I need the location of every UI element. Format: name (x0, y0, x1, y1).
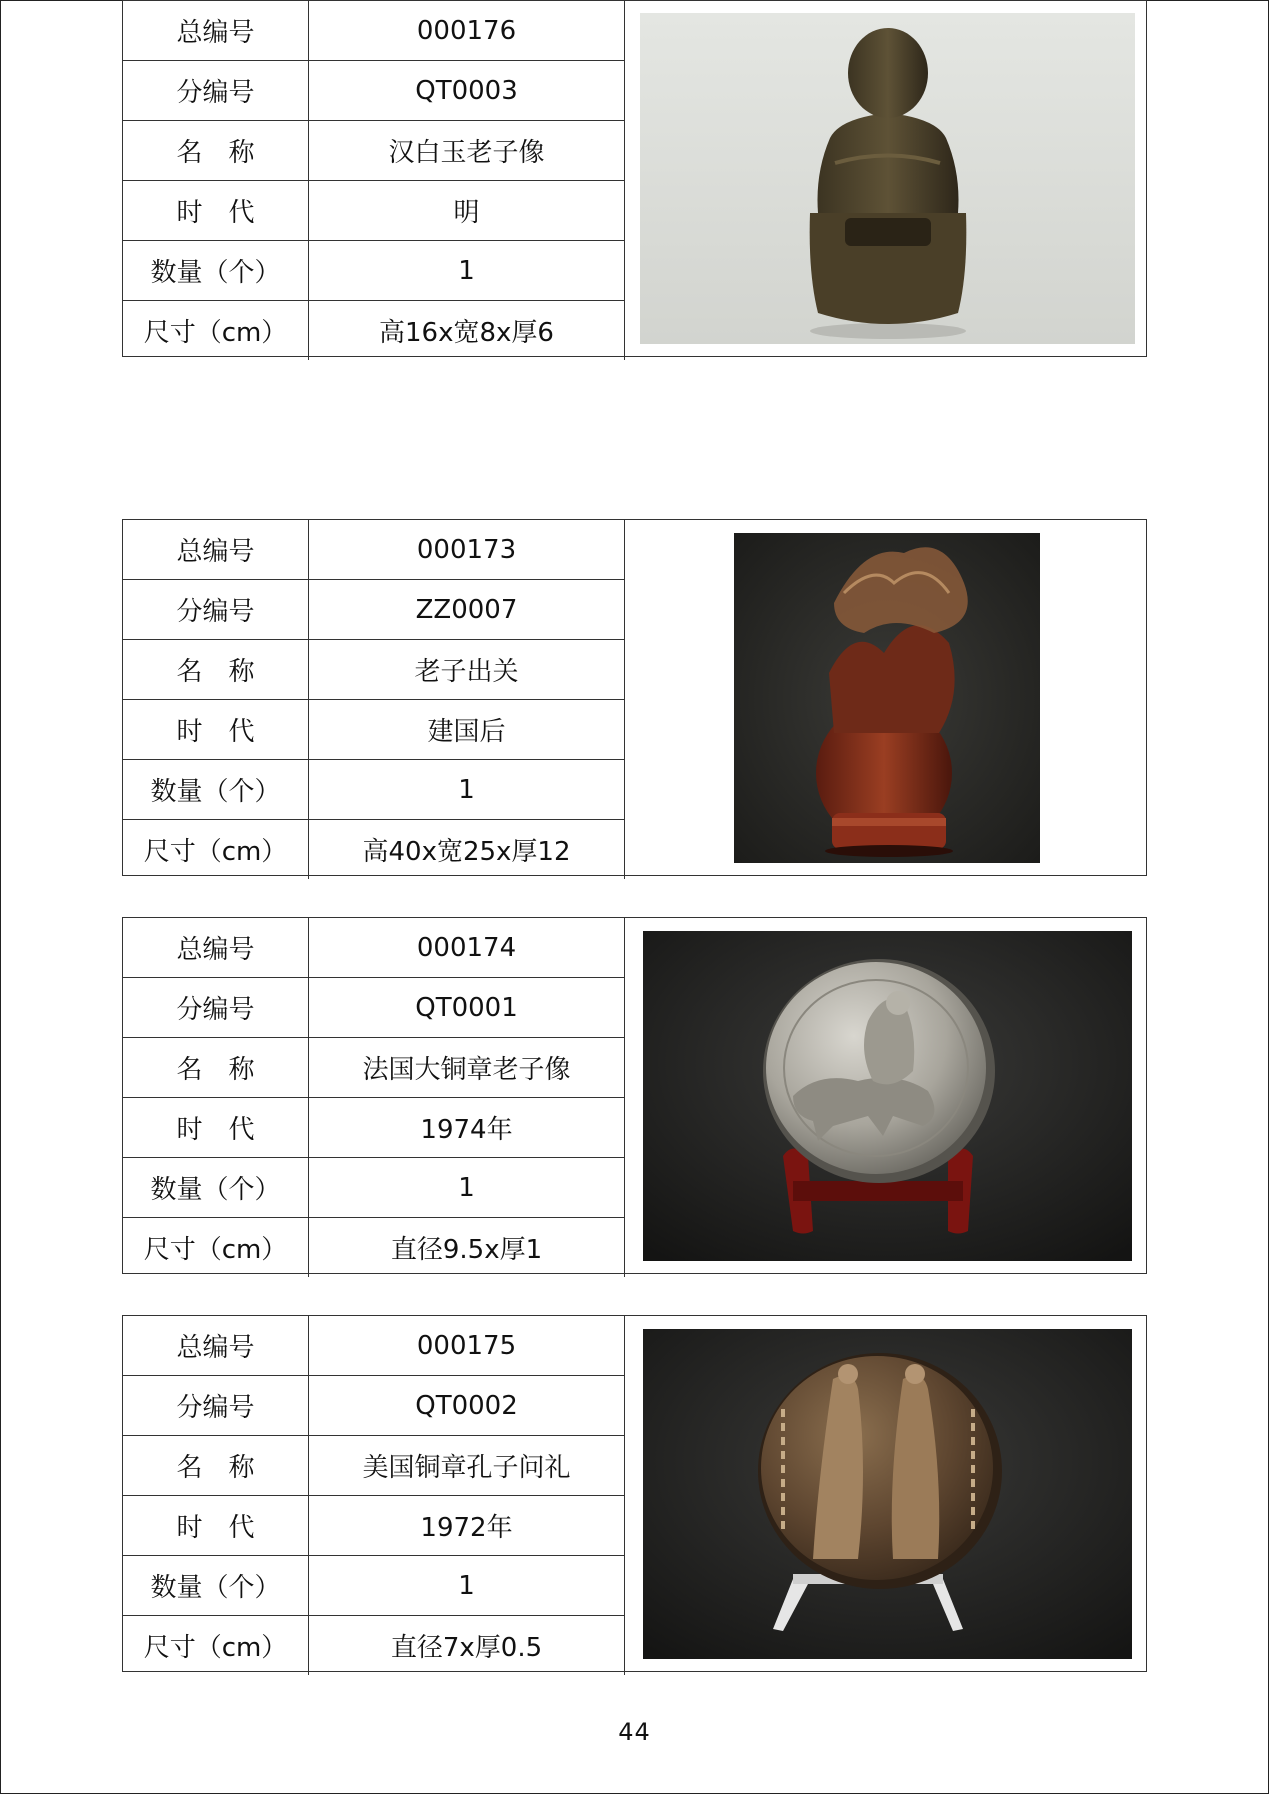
table-row (123, 1316, 625, 1376)
field-label: 名 称 (123, 1038, 309, 1098)
field-label: 数量（个） (123, 241, 309, 301)
record-fields-table (123, 520, 625, 879)
table-row (123, 760, 625, 820)
field-value: QT0002 (309, 1376, 625, 1436)
field-label: 数量（个） (123, 1556, 309, 1616)
table-row (123, 1038, 625, 1098)
catalog-record (122, 917, 1147, 1274)
field-label: 名 称 (123, 640, 309, 700)
field-value: 1 (309, 1158, 625, 1218)
table-row (123, 1218, 625, 1278)
table-row (123, 1158, 625, 1218)
field-label: 分编号 (123, 978, 309, 1038)
field-value: 法国大铜章老子像 (309, 1038, 625, 1098)
field-label: 总编号 (123, 1316, 309, 1376)
field-value: 000175 (309, 1316, 625, 1376)
table-row (123, 301, 625, 361)
bronze-medal-confucius-image (643, 1329, 1132, 1659)
photo-cell (625, 1, 1146, 356)
catalog-record (122, 0, 1147, 357)
table-row (123, 1556, 625, 1616)
field-value: 1 (309, 241, 625, 301)
table-row (123, 1376, 625, 1436)
field-label: 总编号 (123, 520, 309, 580)
field-value: 建国后 (309, 700, 625, 760)
field-label: 总编号 (123, 918, 309, 978)
table-row (123, 520, 625, 580)
bronze-medal-laozi-image (643, 931, 1132, 1261)
table-row (123, 978, 625, 1038)
field-label: 数量（个） (123, 760, 309, 820)
field-value: 1 (309, 760, 625, 820)
carved-root-sculpture-image (734, 533, 1040, 863)
field-value: 高16x宽8x厚6 (309, 301, 625, 361)
table-row (123, 1616, 625, 1676)
table-row (123, 1496, 625, 1556)
field-label: 时 代 (123, 700, 309, 760)
field-label: 时 代 (123, 1098, 309, 1158)
page-number: 44 (618, 1718, 651, 1746)
record-fields-table (123, 1316, 625, 1675)
table-row (123, 61, 625, 121)
table-row (123, 1436, 625, 1496)
table-row (123, 1, 625, 61)
field-label: 尺寸（cm） (123, 820, 309, 880)
table-row (123, 580, 625, 640)
field-value: 老子出关 (309, 640, 625, 700)
field-value: 000173 (309, 520, 625, 580)
field-label: 名 称 (123, 121, 309, 181)
field-label: 总编号 (123, 1, 309, 61)
table-row (123, 918, 625, 978)
table-row (123, 1098, 625, 1158)
catalog-record (122, 519, 1147, 876)
field-value: ZZ0007 (309, 580, 625, 640)
record-fields-table (123, 1, 625, 360)
table-row (123, 640, 625, 700)
field-value: QT0003 (309, 61, 625, 121)
field-value: 高40x宽25x厚12 (309, 820, 625, 880)
artifact-photo (643, 931, 1132, 1261)
field-value: 1972年 (309, 1496, 625, 1556)
field-value: 汉白玉老子像 (309, 121, 625, 181)
field-label: 时 代 (123, 181, 309, 241)
artifact-photo (640, 13, 1135, 344)
field-label: 尺寸（cm） (123, 1616, 309, 1676)
field-value: 1974年 (309, 1098, 625, 1158)
field-label: 分编号 (123, 1376, 309, 1436)
field-label: 时 代 (123, 1496, 309, 1556)
field-label: 尺寸（cm） (123, 301, 309, 361)
field-value: 直径7x厚0.5 (309, 1616, 625, 1676)
record-fields-table (123, 918, 625, 1277)
table-row (123, 820, 625, 880)
artifact-photo (734, 533, 1040, 863)
field-value: 1 (309, 1556, 625, 1616)
field-value: 000176 (309, 1, 625, 61)
artifact-photo (643, 1329, 1132, 1659)
field-value: QT0001 (309, 978, 625, 1038)
table-row (123, 700, 625, 760)
field-label: 分编号 (123, 61, 309, 121)
photo-cell (625, 520, 1146, 875)
table-row (123, 181, 625, 241)
catalog-record (122, 1315, 1147, 1672)
photo-cell (625, 918, 1146, 1273)
field-label: 分编号 (123, 580, 309, 640)
table-row (123, 241, 625, 301)
table-row (123, 121, 625, 181)
field-label: 数量（个） (123, 1158, 309, 1218)
field-value: 美国铜章孔子问礼 (309, 1436, 625, 1496)
field-value: 直径9.5x厚1 (309, 1218, 625, 1278)
marble-laozi-figure-image (640, 13, 1135, 344)
field-value: 明 (309, 181, 625, 241)
photo-cell (625, 1316, 1146, 1671)
field-label: 尺寸（cm） (123, 1218, 309, 1278)
field-value: 000174 (309, 918, 625, 978)
field-label: 名 称 (123, 1436, 309, 1496)
